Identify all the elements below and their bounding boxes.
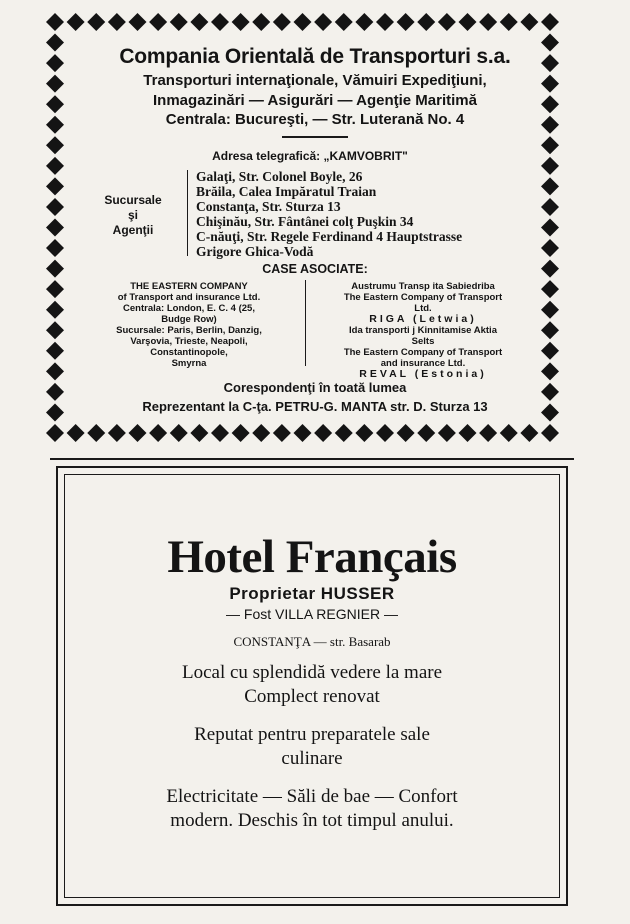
border-diamond: [500, 13, 518, 31]
border-diamond: [129, 13, 147, 31]
border-diamond: [397, 424, 415, 442]
border-diamond: [46, 198, 64, 216]
border-diamond: [252, 13, 270, 31]
hotel-address: CONSTANŢA — str. Basarab: [233, 634, 391, 649]
border-diamond: [252, 424, 270, 442]
border-diamond: [541, 362, 559, 380]
branch-item: Constanţa, Str. Sturza 13: [196, 199, 341, 214]
border-diamond: [46, 239, 64, 257]
border-diamond: [46, 54, 64, 72]
border-diamond: [376, 13, 394, 31]
border-diamond: [520, 13, 538, 31]
company-title: Compania Orientală de Transporturi s.a.: [119, 45, 511, 68]
right-col-line: Ida transporti j Kinnitamise Aktia: [349, 325, 497, 336]
right-col-line: The Eastern Company of Transport: [343, 292, 503, 303]
border-diamond: [46, 301, 64, 319]
branches-label-3: Agenţii: [112, 223, 154, 237]
border-diamond: [46, 424, 64, 442]
right-col-line: Selts: [411, 336, 435, 347]
left-col-line: of Transport and insurance Ltd.: [117, 292, 261, 303]
branches-list: [196, 169, 536, 259]
columns-divider: [305, 280, 306, 366]
left-col-line: Smyrna: [171, 358, 207, 369]
right-col-line: Austrumu Transp ita Sabiedriba: [351, 281, 495, 292]
company-line-3: Centrala: Bucureşti, — Str. Luterană No. 4: [165, 111, 465, 128]
border-diamond: [46, 75, 64, 93]
left-col-line: THE EASTERN COMPANY: [130, 281, 248, 292]
hotel-feature-1: Local cu splendidă vedere la mare: [181, 662, 443, 683]
left-col-line: Budge Row): [161, 314, 217, 325]
right-col-line: REVAL (Estonia): [359, 368, 487, 380]
border-diamond: [541, 280, 559, 298]
border-diamond: [46, 403, 64, 421]
border-diamond: [67, 424, 85, 442]
border-diamond: [541, 198, 559, 216]
branch-item: Chişinău, Str. Fântânei colţ Puşkin 34: [196, 214, 414, 229]
border-diamond: [541, 157, 559, 175]
border-diamond: [273, 13, 291, 31]
border-diamond: [314, 424, 332, 442]
right-col-line: Ltd.: [414, 303, 432, 314]
border-diamond: [479, 424, 497, 442]
border-diamond: [541, 321, 559, 339]
border-diamond: [541, 260, 559, 278]
border-diamond: [541, 219, 559, 237]
border-diamond: [335, 13, 353, 31]
hotel-feature-4: culinare: [281, 748, 343, 769]
left-col-line: Centrala: London, E. C. 4 (25,: [123, 303, 255, 314]
branches-bracket: [187, 170, 188, 256]
right-col-line: and insurance Ltd.: [380, 358, 466, 369]
border-diamond: [211, 424, 229, 442]
border-diamond: [46, 280, 64, 298]
border-diamond: [417, 13, 435, 31]
border-diamond: [541, 342, 559, 360]
border-diamond: [294, 13, 312, 31]
border-diamond: [500, 424, 518, 442]
border-diamond: [67, 13, 85, 31]
hotel-feature-6: modern. Deschis în tot timpul anului.: [170, 810, 454, 831]
associated-heading: CASE ASOCIATE:: [262, 262, 368, 276]
border-diamond: [129, 424, 147, 442]
section-separator: [50, 458, 574, 460]
border-diamond: [397, 13, 415, 31]
hotel-former-name: — Fost VILLA REGNIER —: [226, 606, 398, 622]
company-line-1: Transporturi internaţionale, Vămuiri Expediţiuni,: [143, 72, 487, 89]
branch-item: Galaţi, Str. Colonel Boyle, 26: [196, 169, 363, 184]
border-diamond: [335, 424, 353, 442]
representative: Reprezentant la C-ţa. PETRU-G. MANTA str. D. Sturza 13: [142, 399, 488, 414]
divider-rule: [282, 136, 348, 138]
border-diamond: [46, 260, 64, 278]
border-diamond: [46, 95, 64, 113]
border-diamond: [541, 301, 559, 319]
border-diamond: [46, 116, 64, 134]
left-col-line: Varşovia, Trieste, Neapoli, Constantinopole,: [130, 336, 248, 358]
branches-label-2: şi: [127, 208, 138, 222]
border-diamond: [46, 342, 64, 360]
right-col-line: RIGA (Letwia): [369, 313, 477, 325]
border-diamond: [438, 13, 456, 31]
border-diamond: [149, 424, 167, 442]
telegraph-address: Adresa telegrafică: „KAMVOBRIT": [212, 149, 408, 163]
branch-item: Grigore Ghica-Vodă: [196, 244, 314, 259]
hotel-feature-5: Electricitate — Săli de bae — Confort: [166, 786, 458, 807]
border-diamond: [46, 136, 64, 154]
border-diamond: [170, 13, 188, 31]
branch-item: C-năuţi, Str. Regele Ferdinand 4 Hauptstrasse: [196, 229, 463, 244]
border-diamond: [149, 13, 167, 31]
border-diamond: [46, 383, 64, 401]
border-diamond: [294, 424, 312, 442]
border-diamond: [46, 219, 64, 237]
border-diamond: [87, 13, 105, 31]
border-diamond: [108, 424, 126, 442]
hotel-feature-3: Reputat pentru preparatele sale: [194, 724, 430, 745]
branches-label: [88, 193, 178, 238]
border-diamond: [46, 13, 64, 31]
border-diamond: [211, 13, 229, 31]
border-diamond: [190, 13, 208, 31]
associated-right-column: [316, 281, 530, 380]
border-diamond: [170, 424, 188, 442]
border-diamond: [376, 424, 394, 442]
border-diamond: [314, 13, 332, 31]
border-diamond: [459, 424, 477, 442]
border-diamond: [46, 34, 64, 52]
border-diamond: [46, 157, 64, 175]
border-diamond: [459, 13, 477, 31]
hotel-title: Hotel Français: [167, 531, 457, 583]
border-diamond: [541, 13, 559, 31]
right-col-line: The Eastern Company of Transport: [343, 347, 503, 358]
border-diamond: [190, 424, 208, 442]
border-diamond: [541, 239, 559, 257]
left-col-line: Sucursale: Paris, Berlin, Danzig,: [116, 325, 262, 336]
border-diamond: [232, 13, 250, 31]
hotel-owner: Proprietar HUSSER: [229, 584, 395, 603]
hotel-feature-2: Complect renovat: [244, 686, 380, 707]
border-diamond: [541, 177, 559, 195]
border-diamond: [417, 424, 435, 442]
border-diamond: [46, 177, 64, 195]
border-diamond: [541, 424, 559, 442]
border-diamond: [273, 424, 291, 442]
border-diamond: [438, 424, 456, 442]
company-line-2: Inmagazinări — Asigurări — Agenţie Maritimă: [153, 92, 477, 109]
border-diamond: [46, 321, 64, 339]
border-diamond: [355, 13, 373, 31]
correspondents: Corespondenţi în toată lumea: [223, 380, 407, 395]
border-diamond: [479, 13, 497, 31]
border-diamond: [87, 424, 105, 442]
branch-item: Brăila, Calea Impăratul Traian: [196, 184, 377, 199]
branches-label-1: Sucursale: [104, 193, 162, 207]
associated-left-column: [96, 281, 282, 369]
border-diamond: [355, 424, 373, 442]
border-diamond: [232, 424, 250, 442]
border-diamond: [108, 13, 126, 31]
border-diamond: [520, 424, 538, 442]
border-diamond: [541, 136, 559, 154]
border-diamond: [46, 362, 64, 380]
